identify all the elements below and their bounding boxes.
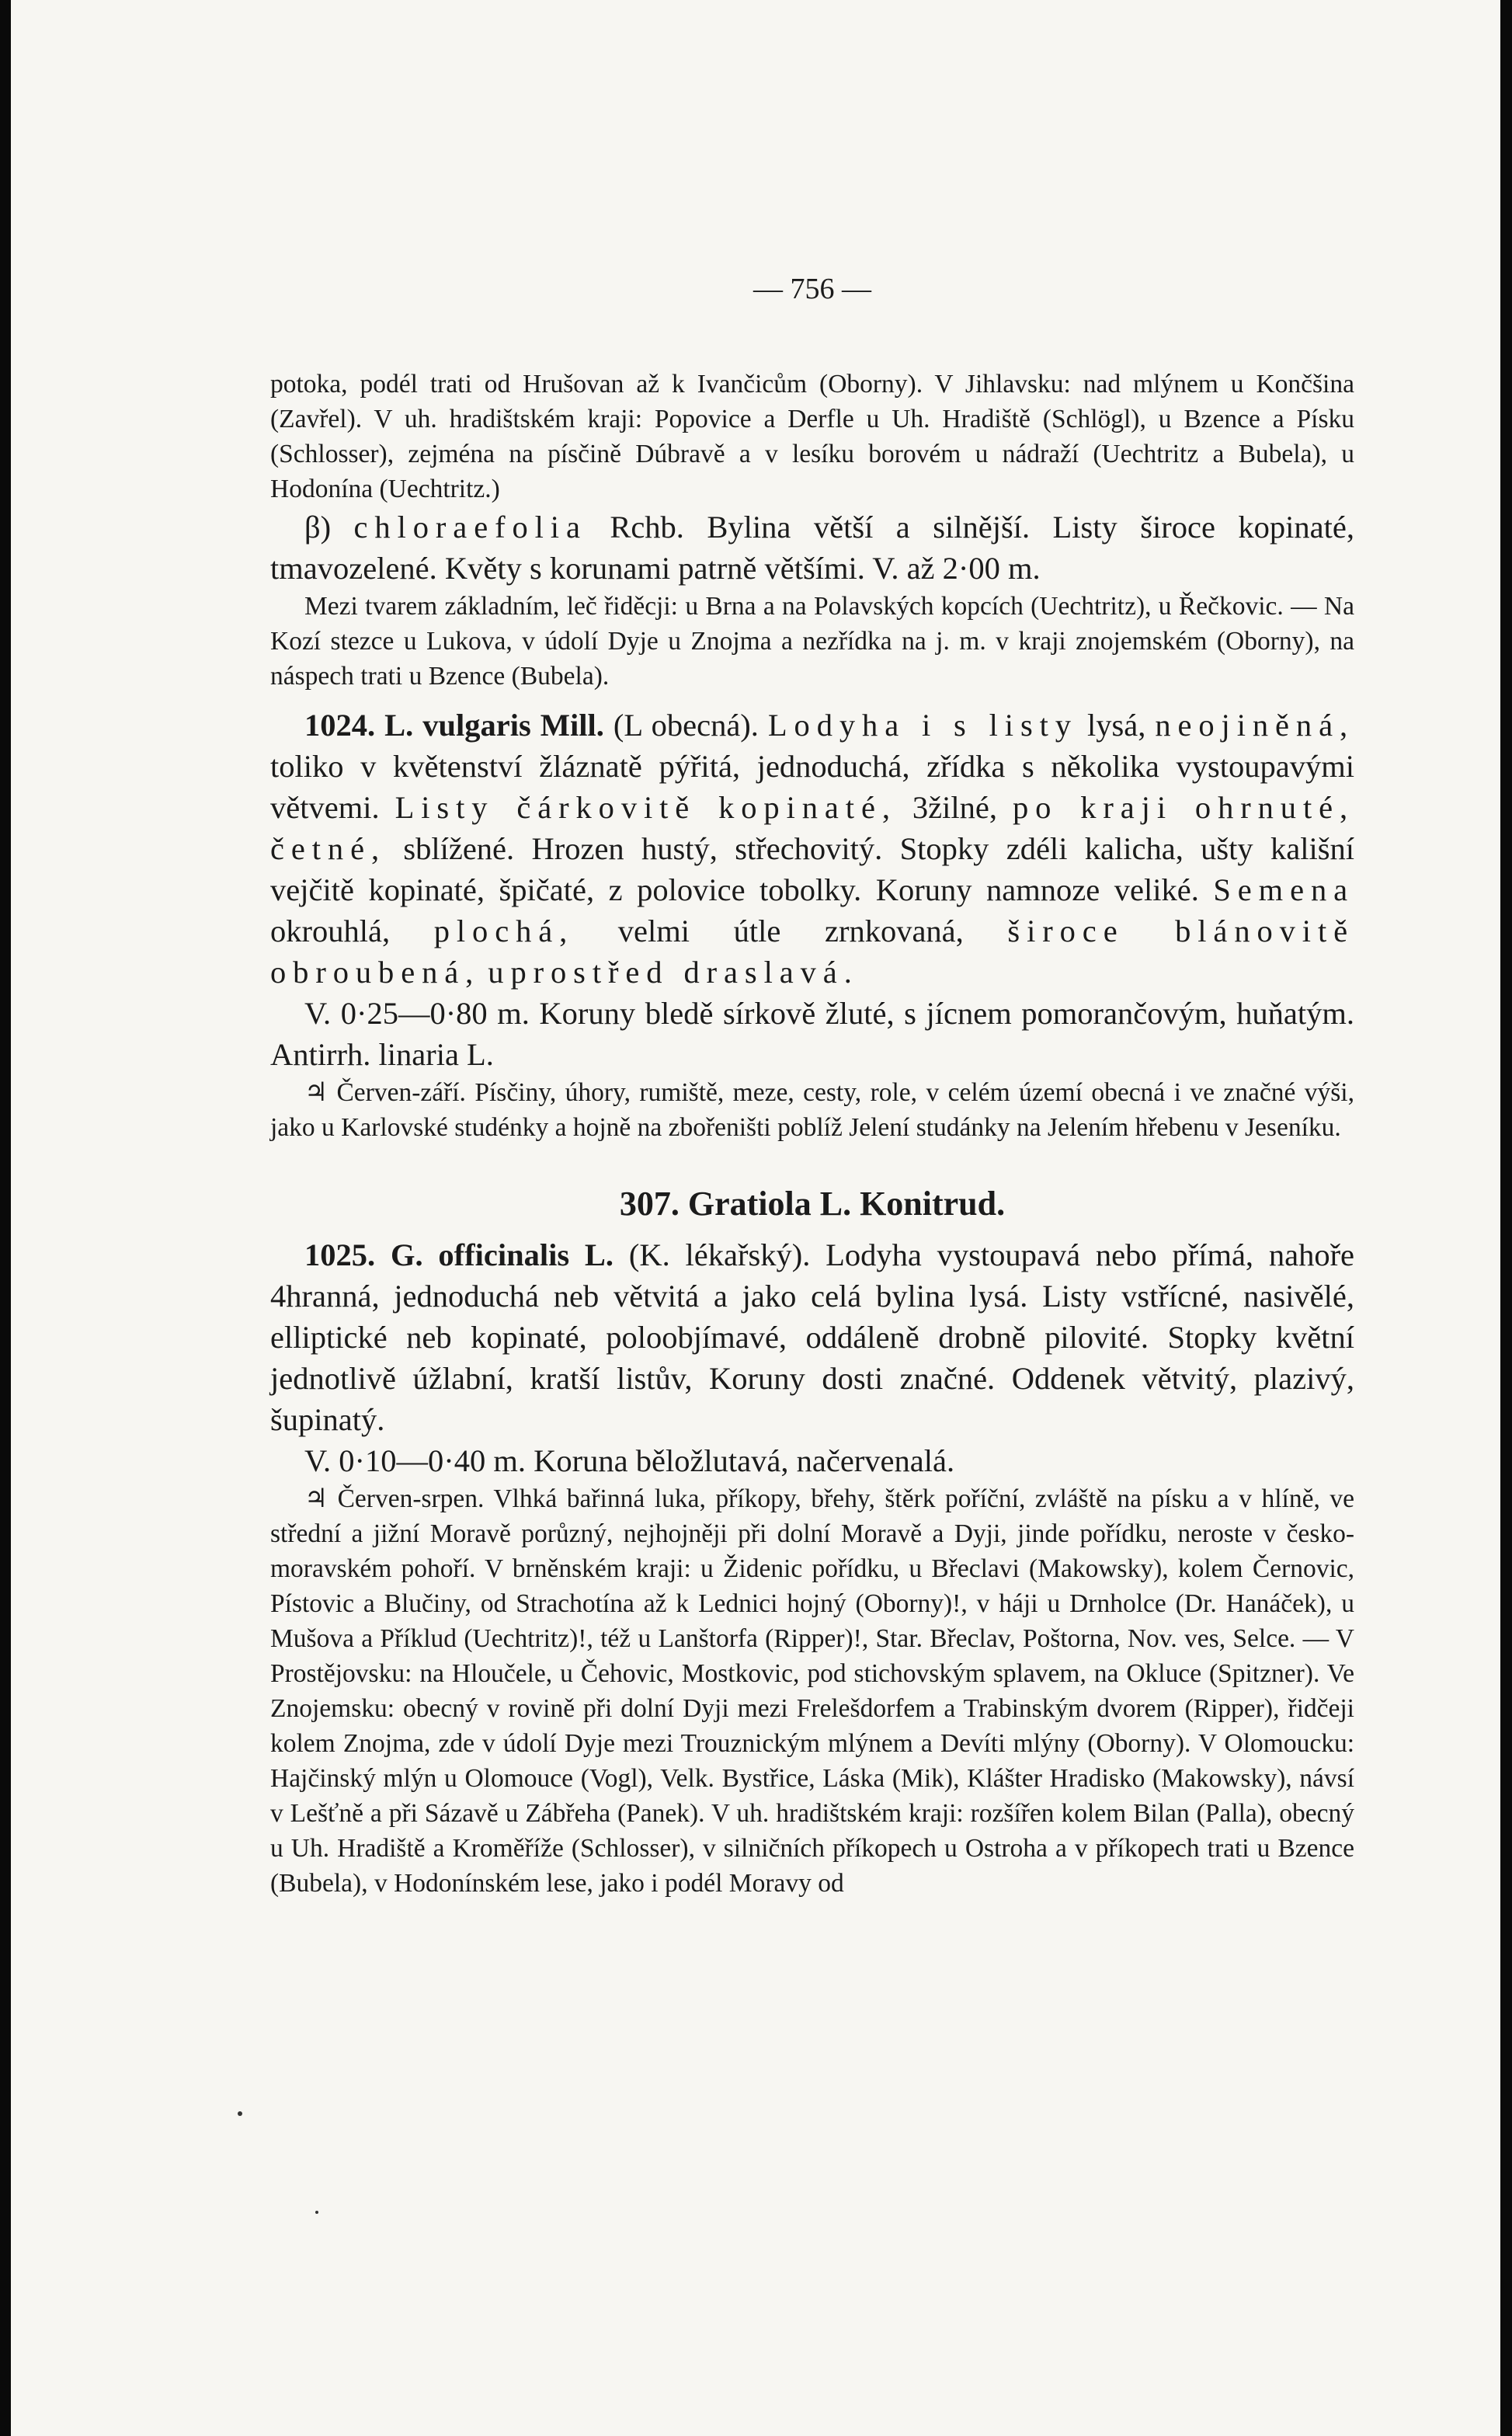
species-1025-description (270, 1234, 1354, 1440)
text-run: sblížené. Hrozen hustý, střechovitý. Stopky zdéli kalicha, ušty kališní vejčitě kopinaté, špičaté, z polovice tobolky. Koruny namnoze veliké. (270, 831, 1354, 907)
variety-symbol: β) (304, 510, 332, 545)
print-speck (315, 2211, 318, 2214)
book-page (11, 0, 1500, 2436)
text-paragraph: potoka, podél trati od Hrušovan až k Ivančicům (Oborny). V Jihlavsku: nad mlýnem u Končšina (Zavřel). V uh. hradištském kraji: Popovice a Derfle u Uh. Hradiště (Schlögl), u Bzence a Písku (Schlosser), zejména na písčině Dúbravě a v lesíku borovém u nádraží (Uechtritz a Bubela), u Hodonína (Uechtritz.) (270, 370, 1354, 503)
species-1025-size-line: V. 0·10—0·40 m. Koruna běložlutavá, načervenalá. (304, 1443, 955, 1478)
species-common-name: (K. lékařský). (628, 1237, 811, 1272)
variety-author: Rchb. (610, 510, 684, 545)
spaced-text: plochá, (433, 914, 575, 948)
text-run: lysá, (1086, 708, 1146, 743)
locality-paragraph: ♃ Červen-září. Písčiny, úhory, rumiště, meze, cesty, role, v celém území obecná i ve značné výši, jako u Karlovské studénky a hojně na zbořeništi poblíž Jelení studánky na Jelením hřebenu v Jeseníku. (270, 1078, 1354, 1142)
spaced-text: Listy čárkovitě kopinaté, (395, 790, 897, 825)
locality-paragraph: Mezi tvarem základním, leč řiděcji: u Brna a na Polavských kopcích (Uechtritz), u Řečkovic. — Na Kozí stezce u Lukova, v údolí Dyje u Znojma a nezřídka na j. m. v kraji znojemském (Oborny), na náspech trati u Bzence (Bubela). (270, 592, 1354, 691)
text-run: 3žilné, (912, 790, 997, 825)
print-speck (238, 2111, 242, 2116)
species-1024-size-line: V. 0·25—0·80 m. Koruny bledě sírkově žluté, s jícnem pomorančovým, huňatým. Antirrh. linaria L. (270, 996, 1354, 1072)
species-1024-description (270, 705, 1354, 993)
species-number: 1024. (304, 708, 376, 743)
species-name: G. officinalis L. (390, 1237, 614, 1272)
spaced-text: široce blánovitě obroubená, (270, 914, 1355, 990)
variety-name: chloraefolia (353, 510, 587, 545)
genus-heading: 307. Gratiola L. Konitrud. (619, 1185, 1006, 1223)
species-common-name: (L obecná). (613, 708, 759, 743)
spaced-text: Semena (1213, 872, 1355, 907)
text-run: toliko v květenství žláznatě pýřitá, jednoduchá, zřídka s několika vystoupavými větvemi. (270, 749, 1354, 825)
spaced-text: Lodyha i s listy (767, 708, 1078, 743)
species-number: 1025. (304, 1237, 376, 1272)
variety-beta-paragraph (270, 506, 1354, 589)
locality-paragraph: ♃ Červen-srpen. Vlhká bařinná luka, příkopy, břehy, štěrk poříční, zvláště na písku a v hlíně, ve střední a jižní Moravě porůzný, nejhojněji při dolní Moravě a Dyji, jinde pořídku, neroste v česko-moravském pohoří. V brněnském kraji: u Židenic pořídku, u Břeclavi (Makowsky), kolem Černovic, Pístovic a Blučiny, od Strachotína až k Lednici hojný (Oborny)!, v háji u Drnholce (Dr. Hanáček), u Mušova a Příklud (Uechtritz)!, též u Lanštorfa (Ripper)!, Star. Břeclav, Poštorna, Nov. ves, Selce. — V Prostějovsku: na Hloučele, u Čehovic, Mostkovic, pod stichovským splavem, na Okluce (Spitzner). Ve Znojemsku: obecný v rovině při dolní Dyji mezi Frelešdorfem a Trabinským dvorem (Ripper), řidčeji kolem Znojma, zde v údolí Dyje mezi Trouznickým mlýnem a Devíti mlýny (Oborny). V Olomoucku: Hajčinský mlýn u Olomouce (Vogl), Velk. Bystřice, Láska (Mik), Klášter Hradisko (Makowsky), návsí v Lešťně a při Sázavě u Zábřeha (Panek). V uh. hradištském kraji: rozšířen kolem Bilan (Palla), obecný u Uh. Hradiště a Kroměříže (Schlosser), v silničních příkopech u Ostroha a v příkopech trati u Bzence (Bubela), v Hodonínském lese, jako i podél Moravy od (270, 1484, 1354, 1898)
variety-description: Bylina větší a silnější. Listy široce kopinaté, tmavozelené. Květy s korunami patrně většími. V. až 2·00 m. (270, 510, 1354, 586)
species-description: Lodyha vystoupavá nebo přímá, nahoře 4hranná, jednoduchá neb větvitá a jako celá bylina lysá. Listy vstřícné, nasivělé, elliptické neb kopinaté, poloobjímavé, oddáleně drobně pilovité. Stopky květní jednotlivě úžlabní, kratší listův, Koruny dosti značné. Oddenek větvitý, plazivý, šupinatý. (270, 1237, 1355, 1437)
spaced-text: četné, (270, 831, 387, 866)
text-run: velmi útle zrnkovaná, (617, 914, 964, 948)
spaced-text: po kraji ohrnuté, (1013, 790, 1355, 825)
page-number: — 756 — (753, 273, 871, 305)
spaced-text: neojiněná, (1155, 708, 1355, 743)
species-name: L. vulgaris Mill. (384, 708, 604, 743)
page-content (270, 272, 1354, 1901)
spaced-text: uprostřed draslavá. (488, 955, 859, 990)
text-run: okrouhlá, (270, 914, 391, 948)
